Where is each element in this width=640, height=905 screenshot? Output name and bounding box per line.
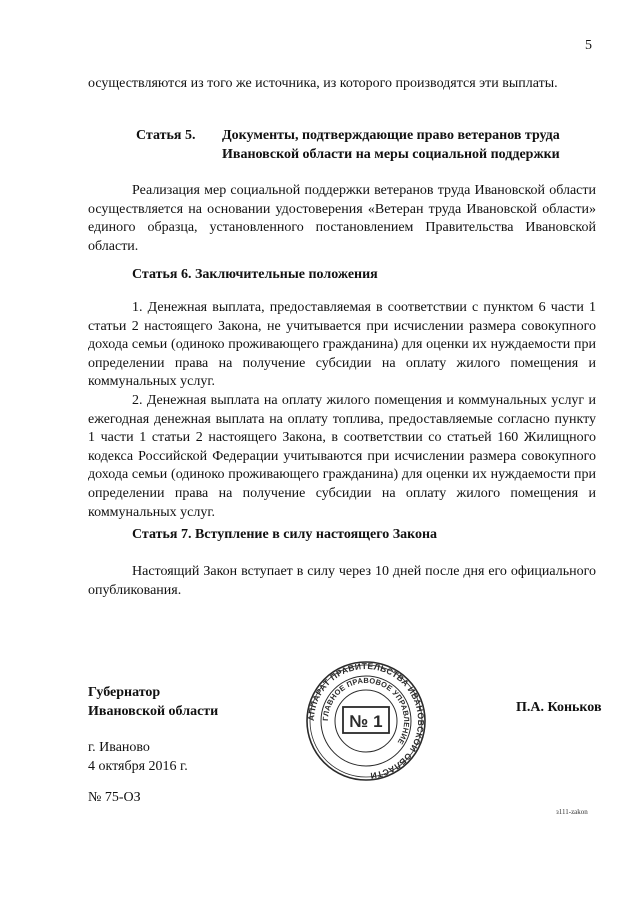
signatory-name: П.А. Коньков — [516, 700, 602, 715]
official-seal-stamp — [305, 660, 427, 782]
signatory-title — [88, 683, 218, 721]
place-and-date — [88, 738, 188, 776]
continuation-paragraph: осуществляются из того же источника, из которого производятся эти выплаты. — [88, 76, 558, 91]
place: г. Иваново — [88, 740, 150, 755]
date: 4 октября 2016 г. — [88, 759, 188, 774]
article-5-title: Документы, подтверждающие право ветеранов труда Ивановской области на меры социальной поддержки — [222, 128, 560, 162]
footer-code: з111-zakon — [556, 808, 588, 816]
signatory-title-line-1: Губернатор — [88, 685, 161, 700]
signatory-title-line-2: Ивановской области — [88, 704, 219, 719]
article-6-paragraph-2: 2. Денежная выплата на оплату жилого помещения и коммунальных услуг и ежегодная денежная выплата на оплату топлива, предоставляемые согласно пункту 1 части 1 статьи 2 настоящего Закона, в соответствии со статьей 160 Жилищного кодекса Российской Федерации учитываются при исчислении размера совокупного дохода семьи (одиноко проживающего гражданина) для оценки их нуждаемости при определении права на получение субсидии на оплату жилого помещения и коммунальных услуг. — [88, 392, 596, 520]
article-6-paragraph-1: 1. Денежная выплата, предоставляемая в соответствии с пунктом 6 части 1 статьи 2 настоящего Закона, не учитывается при исчислении размера совокупного дохода семьи (одиноко проживающего гражданина) для оценки их нуждаемости при определении права на получение субсидии на оплату жилого помещения и коммунальных услуг. — [88, 300, 596, 390]
article-6-body — [88, 299, 596, 522]
stamp-outer-text: АППАРАТ ПРАВИТЕЛЬСТВА ИВАНОВСКОЙ ОБЛАСТИ — [305, 660, 427, 781]
article-7-body — [88, 563, 596, 600]
article-6-heading: Статья 6. Заключительные положения — [132, 267, 378, 282]
stamp-number: № 1 — [349, 712, 383, 731]
article-5-number: Статья 5. — [136, 128, 196, 143]
article-7-paragraph: Настоящий Закон вступает в силу через 10 дней после дня его официального опубликования. — [88, 564, 596, 598]
law-number: № 75-ОЗ — [88, 790, 141, 805]
article-5-paragraph: Реализация мер социальной поддержки ветеранов труда Ивановской области осуществляется на основании удостоверения «Ветеран труда Ивановской области» единого образца, установленного постановлением Правительства Ивановской области. — [88, 183, 596, 254]
article-5-body — [88, 182, 596, 256]
article-7-heading: Статья 7. Вступление в силу настоящего Закона — [132, 527, 438, 542]
page-number: 5 — [585, 38, 592, 53]
stamp-inner-text: ГЛАВНОЕ ПРАВОВОЕ УПРАВЛЕНИЕ — [320, 675, 412, 747]
